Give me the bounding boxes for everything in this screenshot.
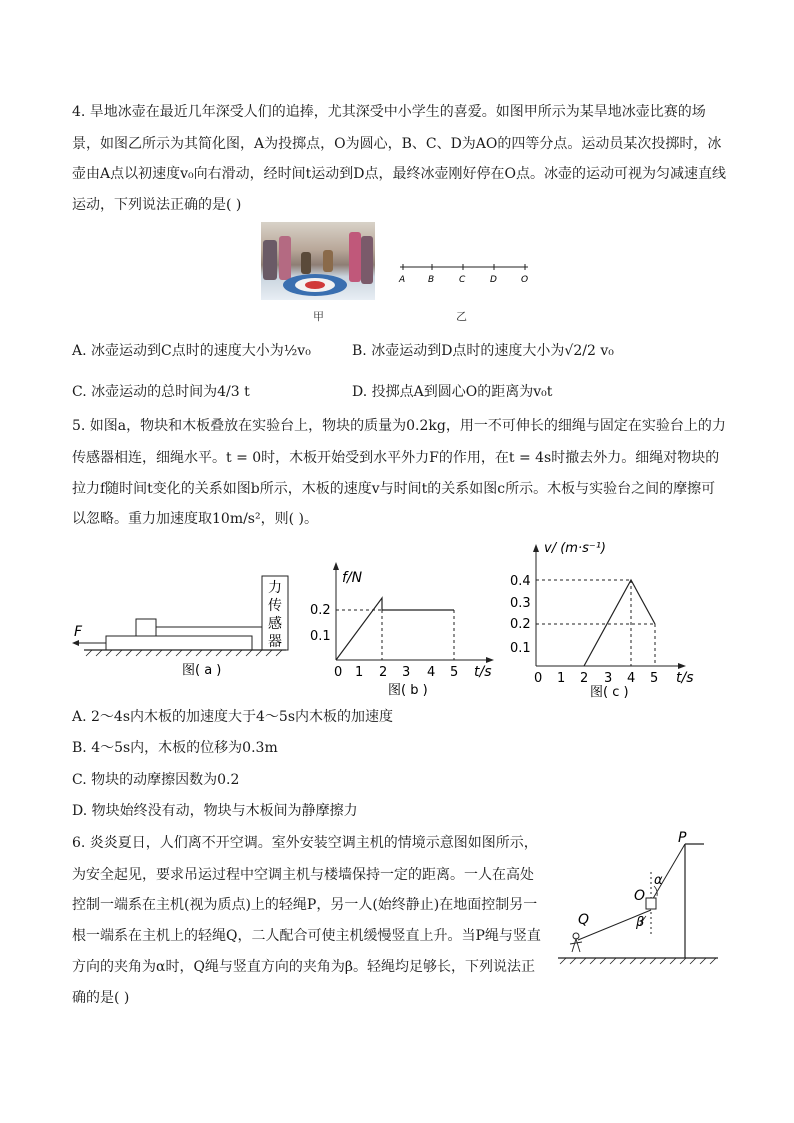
q5-line-4: 以忽略。重力加速度取10m/s²，则( )。 xyxy=(72,511,318,527)
t-axis-label: t/s xyxy=(474,664,492,680)
q6-line-6: 确的是( ) xyxy=(72,990,130,1006)
svg-text:3: 3 xyxy=(402,665,411,680)
label-F: F xyxy=(74,624,83,640)
svg-text:0.3: 0.3 xyxy=(510,596,531,611)
ytick-0.2: 0.2 xyxy=(310,603,331,618)
q5-option-a: A. 2～4s内木板的加速度大于4～5s内木板的加速度 xyxy=(72,709,394,725)
svg-text:0: 0 xyxy=(334,665,343,680)
fig-a-caption: 图( a ) xyxy=(182,663,222,678)
point-A: A xyxy=(399,275,406,285)
fig-a-apparatus xyxy=(70,572,294,682)
svg-text:感: 感 xyxy=(268,616,282,632)
q4-line-3: 壶由A点以初速度v₀向右滑动，经时间t运动到D点，最终冰壶刚好停在O点。冰壶的运动可视为匀减速直线 xyxy=(72,166,726,182)
point-D: D xyxy=(490,275,497,285)
svg-text:0.2: 0.2 xyxy=(510,617,531,632)
force-curve xyxy=(336,598,454,660)
svg-text:5: 5 xyxy=(650,671,659,686)
ground-hatching xyxy=(86,650,282,656)
svg-text:3: 3 xyxy=(604,671,613,686)
q5-line-1: 5. 如图a，物块和木板叠放在实验台上，物块的质量为0.2kg，用一不可伸长的细绳与固定在实验台上的力 xyxy=(72,418,726,434)
label-alpha: α xyxy=(654,873,663,888)
ytick-0.1: 0.1 xyxy=(310,629,331,644)
q4-option-b: B. 冰壶运动到D点时的速度大小为√2/2 v₀ xyxy=(352,343,614,359)
q4-line-4: 运动，下列说法正确的是( ) xyxy=(72,197,242,213)
aircon-unit xyxy=(646,898,656,909)
f-axis-label: f/N xyxy=(342,570,363,586)
point-O: O xyxy=(521,275,529,285)
q6-line-1: 6. 炎炎夏日，人们离不开空调。室外安装空调主机的情境示意图如图所示， xyxy=(72,835,538,851)
label-beta: β xyxy=(636,915,645,930)
q4-option-a: A. 冰壶运动到C点时的速度大小为½v₀ xyxy=(72,343,311,359)
fig-jia-caption: 甲 xyxy=(313,310,324,323)
label-O: O xyxy=(634,888,646,904)
q5-line-2: 传感器相连，细绳水平。t = 0时，木板开始受到水平外力F的作用，在t = 4s时撤去外力。细绳对物块的 xyxy=(72,450,720,466)
label-Q: Q xyxy=(578,912,590,928)
svg-text:0.4: 0.4 xyxy=(510,574,531,589)
point-B: B xyxy=(428,275,435,285)
v-axis-label: v/ (m·s⁻¹) xyxy=(544,541,606,556)
svg-text:1: 1 xyxy=(557,671,566,686)
point-C: C xyxy=(459,275,466,285)
curling-photo xyxy=(261,222,375,300)
q4-line-2: 景，如图乙所示为其简化图，A为投掷点，O为圆心，B、C、D为AO的四等分点。运动员某次投掷时，冰 xyxy=(72,136,722,152)
velocity-curve xyxy=(584,580,655,666)
t-axis-label: t/s xyxy=(676,670,694,686)
q5-option-d: D. 物块始终没有动，物块与木板间为静摩擦力 xyxy=(72,803,358,819)
q6-line-4: 根一端系在主机上的轻绳Q，二人配合可使主机缓慢竖直上升。当P绳与竖直 xyxy=(72,928,541,944)
q6-line-2: 为安全起见，要求吊运过程中空调主机与楼墙保持一定的距离。一人在高处 xyxy=(72,867,534,883)
fig-yi-caption: 乙 xyxy=(456,310,467,323)
svg-text:5: 5 xyxy=(450,665,459,680)
q4-option-d: D. 投掷点A到圆心O的距离为v₀t xyxy=(352,384,553,400)
svg-text:0.1: 0.1 xyxy=(510,641,531,656)
svg-text:4: 4 xyxy=(427,665,436,680)
fig-b-force-chart xyxy=(310,560,502,700)
svg-text:传: 传 xyxy=(268,598,282,614)
svg-text:2: 2 xyxy=(580,671,589,686)
block xyxy=(136,619,156,636)
svg-text:4: 4 xyxy=(627,671,636,686)
fig-yi-line-diagram xyxy=(392,258,542,288)
svg-text:器: 器 xyxy=(268,634,282,650)
fig-c-velocity-chart xyxy=(510,536,706,704)
svg-text:2: 2 xyxy=(379,665,388,680)
q6-line-3: 控制一端系在主机(视为质点)上的轻绳P，另一人(始终静止)在地面控制另一 xyxy=(72,897,538,913)
fig-b-caption: 图( b ) xyxy=(388,683,428,698)
ground-hatching xyxy=(560,958,716,964)
fig-aircon-lift-diagram xyxy=(550,826,722,976)
q4-line-1: 4. 旱地冰壶在最近几年深受人们的追捧，尤其深受中小学生的喜爱。如图甲所示为某旱地冰壶比赛的场 xyxy=(72,104,706,120)
q5-line-3: 拉力f随时间t变化的关系如图b所示，木板的速度v与时间t的关系如图c所示。木板与实验台之间的摩擦可 xyxy=(72,481,716,497)
label-P: P xyxy=(678,830,687,846)
q6-line-5: 方向的夹角为α时，Q绳与竖直方向的夹角为β。轻绳均足够长，下列说法正 xyxy=(72,959,536,975)
q5-option-c: C. 物块的动摩擦因数为0.2 xyxy=(72,772,240,788)
svg-text:力: 力 xyxy=(268,580,282,596)
q4-option-c: C. 冰壶运动的总时间为4/3 t xyxy=(72,384,250,400)
wooden-board xyxy=(106,636,252,650)
fig-c-caption: 图( c ) xyxy=(590,685,629,700)
q5-option-b: B. 4～5s内，木板的位移为0.3m xyxy=(72,740,278,756)
svg-text:1: 1 xyxy=(355,665,364,680)
svg-text:0: 0 xyxy=(534,671,543,686)
